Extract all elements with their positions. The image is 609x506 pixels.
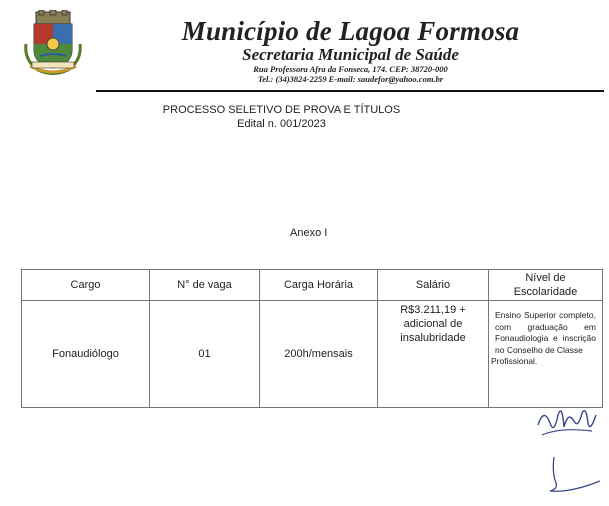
col-header-cargo: Cargo xyxy=(22,270,150,301)
annex-label: Anexo I xyxy=(290,227,328,239)
cell-cargo: Fonaudiólogo xyxy=(22,301,150,408)
municipality-title: Município de Lagoa Formosa xyxy=(181,16,520,46)
process-title: PROCESSO SELETIVO DE PROVA E TÍTULOS xyxy=(162,104,401,116)
cell-salario: R$3.211,19 + adicional de insalubridade xyxy=(378,301,489,408)
letterhead xyxy=(98,18,603,84)
escolaridade-text-end: Profissional. xyxy=(491,356,538,366)
table-row xyxy=(22,301,603,408)
handwritten-signature xyxy=(530,405,605,500)
col-header-vagas: N° de vaga xyxy=(150,270,260,301)
edital-number: Edital n. 001/2023 xyxy=(237,118,326,130)
process-heading xyxy=(98,103,465,131)
col-header-carga: Carga Horária xyxy=(260,270,378,301)
cell-escolaridade xyxy=(489,301,603,408)
header-divider xyxy=(96,90,604,92)
municipal-coat-of-arms-logo xyxy=(22,10,84,76)
escolaridade-text: Ensino Superior completo, com graduação em Fonaudiologia e inscrição no Conselho de Classe xyxy=(495,310,596,355)
cell-carga: 200h/mensais xyxy=(260,301,378,408)
col-header-salario: Salário xyxy=(378,270,489,301)
department-subtitle: Secretaria Municipal de Saúde xyxy=(242,45,459,64)
table-header-row xyxy=(22,270,603,301)
address-line: Rua Professora Afra da Fonseca, 174. CEP: 38720-000 xyxy=(253,64,448,74)
positions-table xyxy=(21,269,603,408)
contact-line: Tel.: (34)3824-2259 E-mail: saudefor@yahoo.com.br xyxy=(257,74,444,84)
col-header-escolaridade: Nível de Escolaridade xyxy=(489,270,603,301)
cell-vagas: 01 xyxy=(150,301,260,408)
